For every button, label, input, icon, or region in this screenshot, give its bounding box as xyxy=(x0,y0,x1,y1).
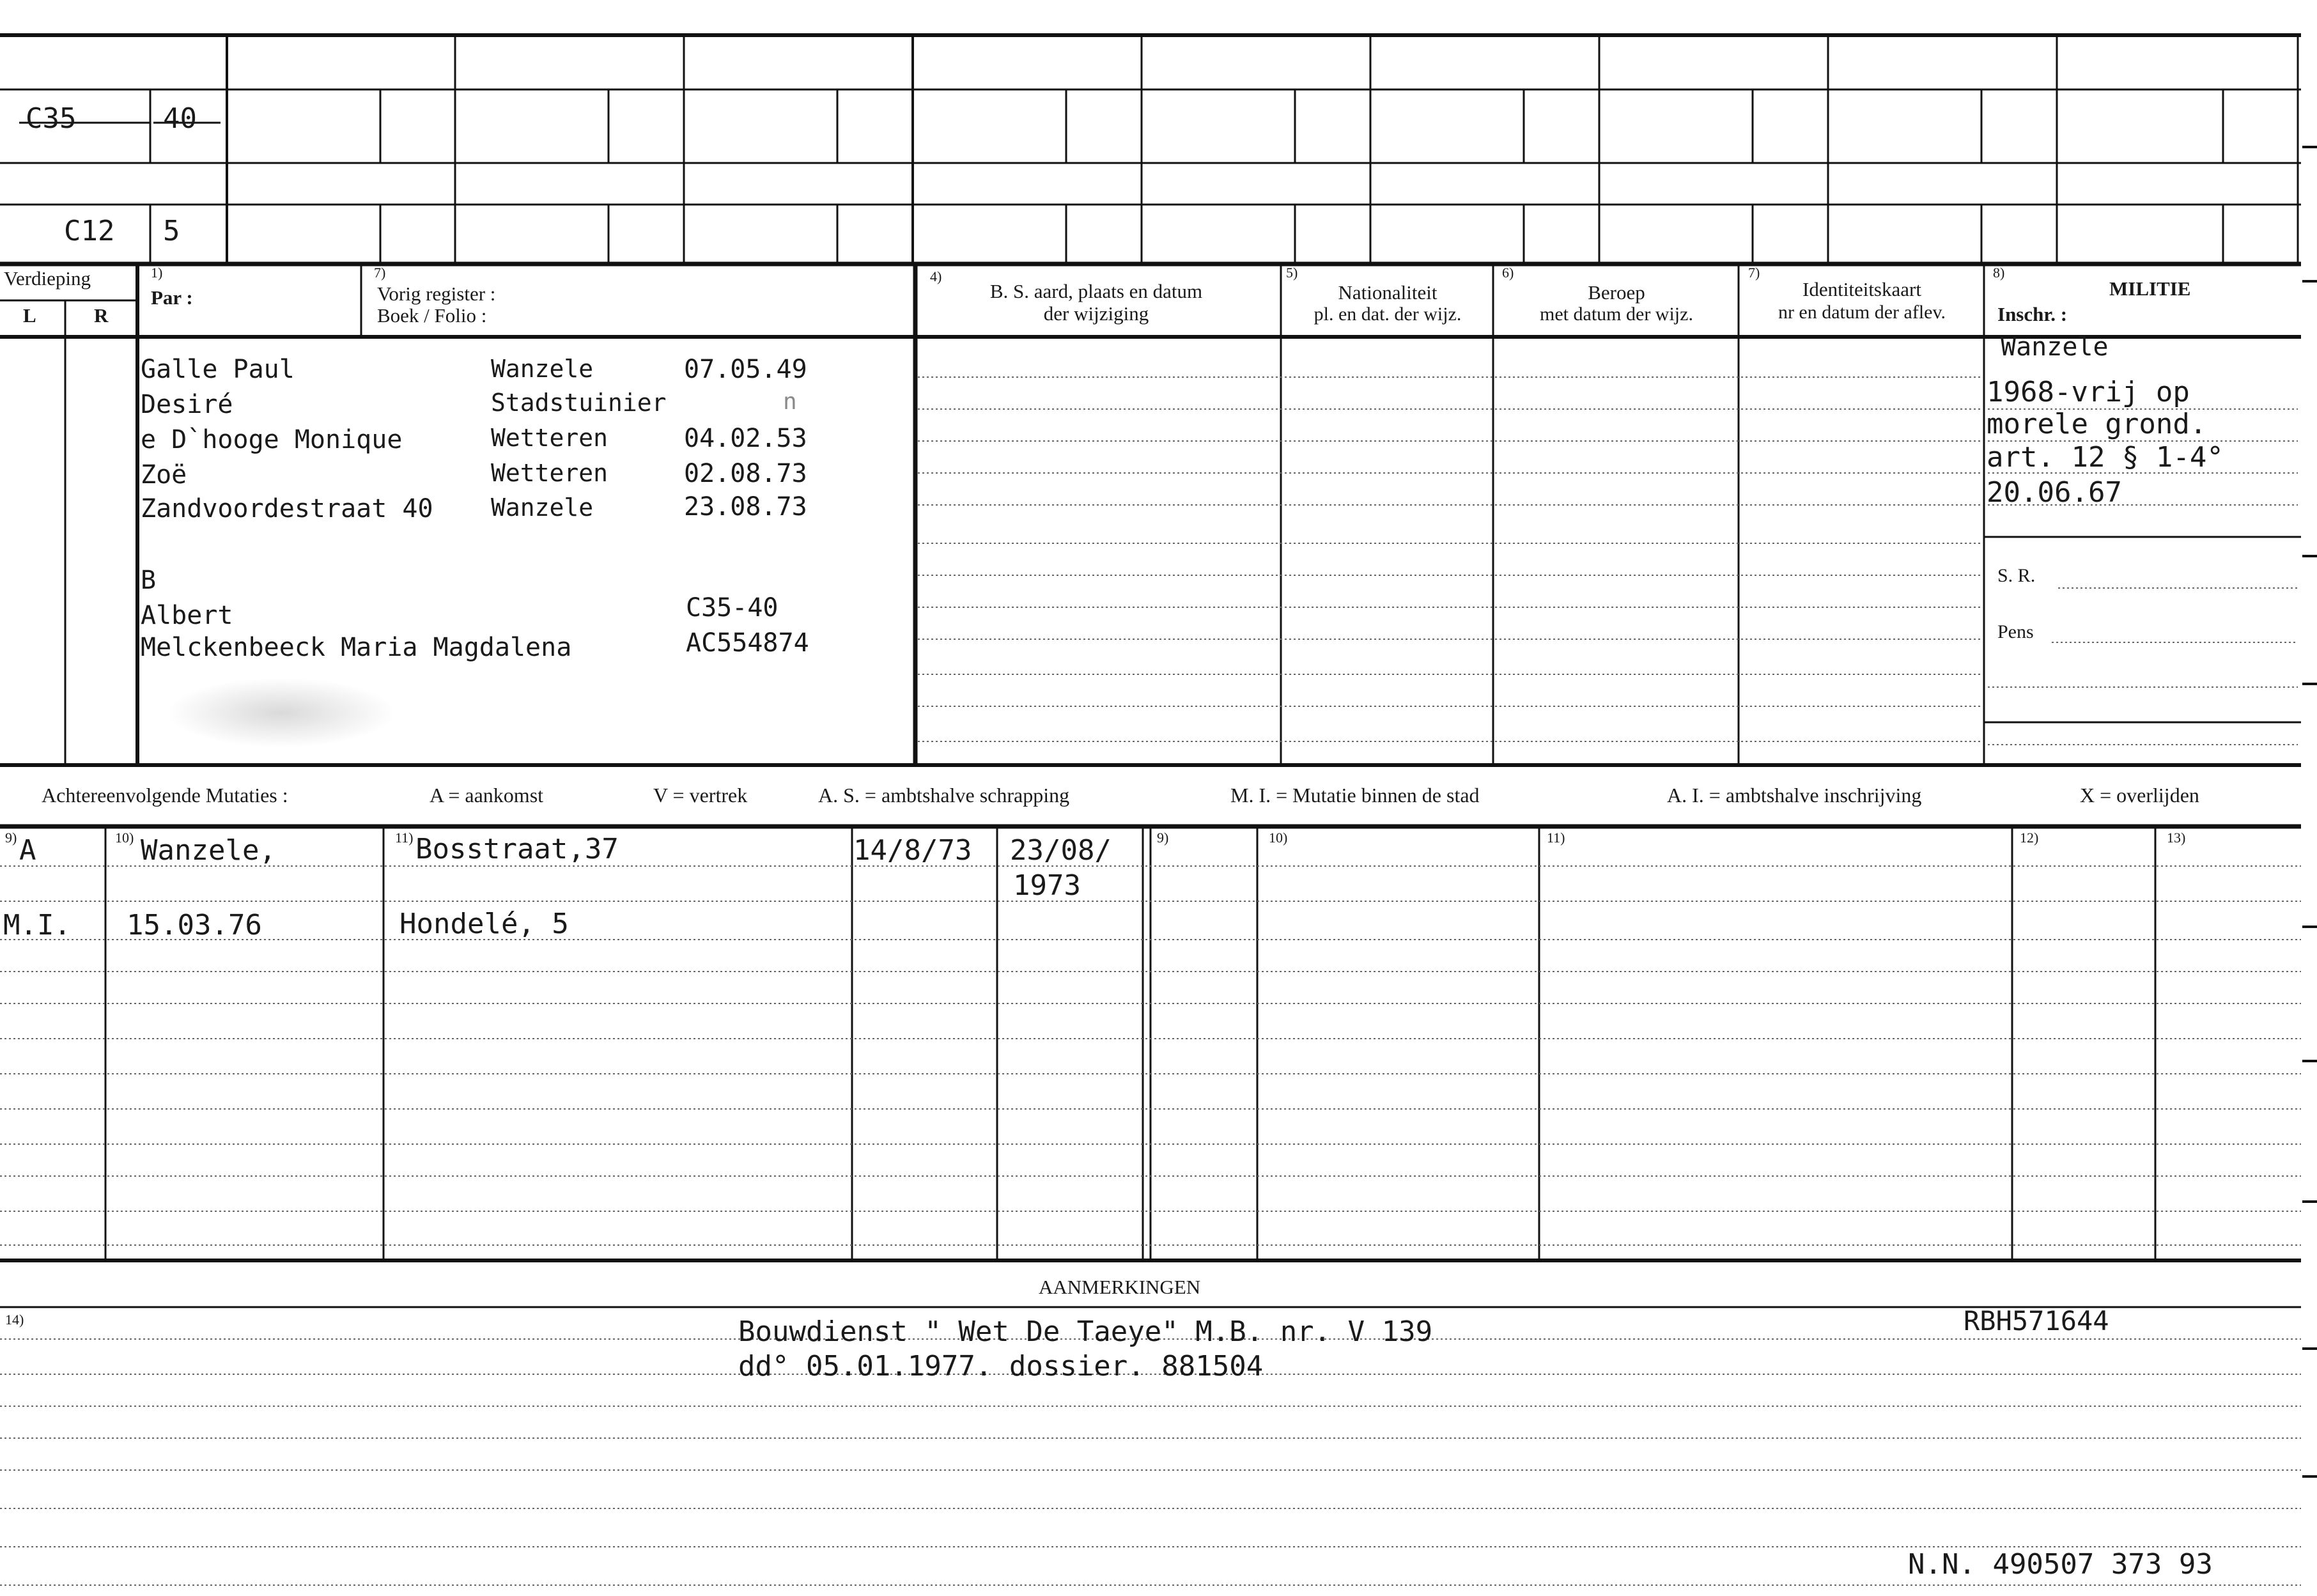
mutation-type: M.I. xyxy=(3,909,71,941)
header-4-num: 4) xyxy=(930,268,942,284)
militie-line3: art. 12 § 1-4° xyxy=(1987,441,2224,474)
code-40: 40 xyxy=(163,102,197,135)
militie-pens-label: Pens xyxy=(1997,621,2034,642)
mutation-place: Wanzele, xyxy=(141,834,276,867)
header-bs-line2: der wijziging xyxy=(1043,302,1149,325)
mut-col11b-num: 11) xyxy=(1547,830,1565,846)
mut-col13b-num: 13) xyxy=(2167,830,2186,846)
legend-v: V = vertrek xyxy=(653,784,748,807)
person-place: Wanzele xyxy=(491,493,594,522)
legend-ai: A. I. = ambtshalve inschrijving xyxy=(1667,784,1922,807)
person-date: 04.02.53 xyxy=(684,424,807,453)
header-id-line2: nr en datum der aflev. xyxy=(1778,302,1946,323)
militie-line4: 20.06.67 xyxy=(1987,476,2122,509)
legend-as: A. S. = ambtshalve schrapping xyxy=(818,784,1070,807)
father-name: Albert xyxy=(141,601,233,630)
remarks-line1: Bouwdienst " Wet De Taeye" M.B. nr. V 139 xyxy=(738,1315,1433,1348)
person-place: Wanzele xyxy=(491,355,594,383)
mut-col10b-num: 10) xyxy=(1269,830,1288,846)
mut-col11-num: 11) xyxy=(395,830,414,846)
legend-x: X = overlijden xyxy=(2080,784,2199,807)
mut-col10-num: 10) xyxy=(115,830,134,846)
person-name: Zoë xyxy=(141,460,187,490)
remarks-num: 14) xyxy=(5,1312,24,1328)
header-5-num: 5) xyxy=(1286,265,1298,281)
header-bs-line1: B. S. aard, plaats en datum xyxy=(989,280,1203,302)
mut-col12b-num: 12) xyxy=(2020,830,2039,846)
header-7b-num: 7) xyxy=(1748,265,1760,281)
person-name: Galle Paul xyxy=(141,355,295,384)
mut-col9b-num: 9) xyxy=(1157,830,1169,846)
militie-place: Wanzele xyxy=(2001,332,2109,362)
father-ref: C35-40 xyxy=(686,593,779,623)
mutation-date2-a: 23/08/ xyxy=(1010,834,1112,867)
mother-name: Melckenbeeck Maria Magdalena xyxy=(141,633,572,662)
mutation-date2-b: 1973 xyxy=(1013,869,1081,902)
header-r: R xyxy=(94,304,109,327)
legend-title: Achtereenvolgende Mutaties : xyxy=(42,784,288,807)
header-verdieping: Verdieping xyxy=(4,267,91,290)
militie-line1: 1968-vrij op xyxy=(1987,376,2190,408)
remarks-ref: RBH571644 xyxy=(1964,1305,2109,1336)
header-1-num: 1) xyxy=(151,265,163,281)
person-place: Stadstuinier xyxy=(491,389,667,417)
header-par: Par : xyxy=(151,286,193,309)
header-beroep-line1: Beroep xyxy=(1588,281,1645,304)
mut-col9-num: 9) xyxy=(5,830,17,846)
code-c12: C12 xyxy=(64,215,115,247)
smudge-mark xyxy=(166,678,396,748)
mutation-type: A xyxy=(19,834,36,867)
national-number: N.N. 490507 373 93 xyxy=(1908,1548,2213,1581)
header-vorig-register: Vorig register : xyxy=(377,283,496,305)
remarks-title: AANMERKINGEN xyxy=(1039,1276,1201,1298)
person-name: Desiré xyxy=(141,390,233,419)
header-l: L xyxy=(23,304,36,327)
person-date: 02.08.73 xyxy=(684,459,807,488)
person-place: Wetteren xyxy=(491,424,608,452)
militie-line2: morele grond. xyxy=(1987,408,2207,440)
header-boek-folio: Boek / Folio : xyxy=(377,304,487,327)
header-militie: MILITIE xyxy=(2109,277,2191,300)
header-beroep-line2: met datum der wijz. xyxy=(1540,304,1693,325)
legend-a: A = aankomst xyxy=(430,784,544,807)
person-place: Wetteren xyxy=(491,459,608,487)
person-date: 23.08.73 xyxy=(684,492,807,522)
mutation-date1: 14/8/73 xyxy=(853,834,972,867)
remarks-line2: dd° 05.01.1977. dossier. 881504 xyxy=(738,1350,1264,1383)
header-7-num: 7) xyxy=(374,265,386,281)
parents-letter: B xyxy=(141,566,157,595)
header-nat-line2: pl. en dat. der wijz. xyxy=(1313,304,1462,325)
person-name: e D`hooge Monique xyxy=(141,425,403,454)
person-date: n xyxy=(783,389,797,415)
header-6-num: 6) xyxy=(1502,265,1514,281)
header-8-num: 8) xyxy=(1993,265,2005,281)
mutation-place: 15.03.76 xyxy=(127,909,262,941)
mutation-street: Hondelé, 5 xyxy=(399,908,569,940)
legend-mi: M. I. = Mutatie binnen de stad xyxy=(1230,784,1480,807)
person-name: Zandvoordestraat 40 xyxy=(141,494,433,523)
code-5: 5 xyxy=(163,215,180,247)
code-c35: C35 xyxy=(26,102,77,135)
header-id-line1: Identiteitskaart xyxy=(1802,278,1921,300)
mother-ref: AC554874 xyxy=(686,628,809,658)
mutation-street: Bosstraat,37 xyxy=(415,833,619,865)
person-date: 07.05.49 xyxy=(684,355,807,384)
header-nat-line1: Nationaliteit xyxy=(1338,281,1437,304)
militie-sr-label: S. R. xyxy=(1997,565,2036,586)
header-inschr: Inschr. : xyxy=(1997,303,2068,325)
